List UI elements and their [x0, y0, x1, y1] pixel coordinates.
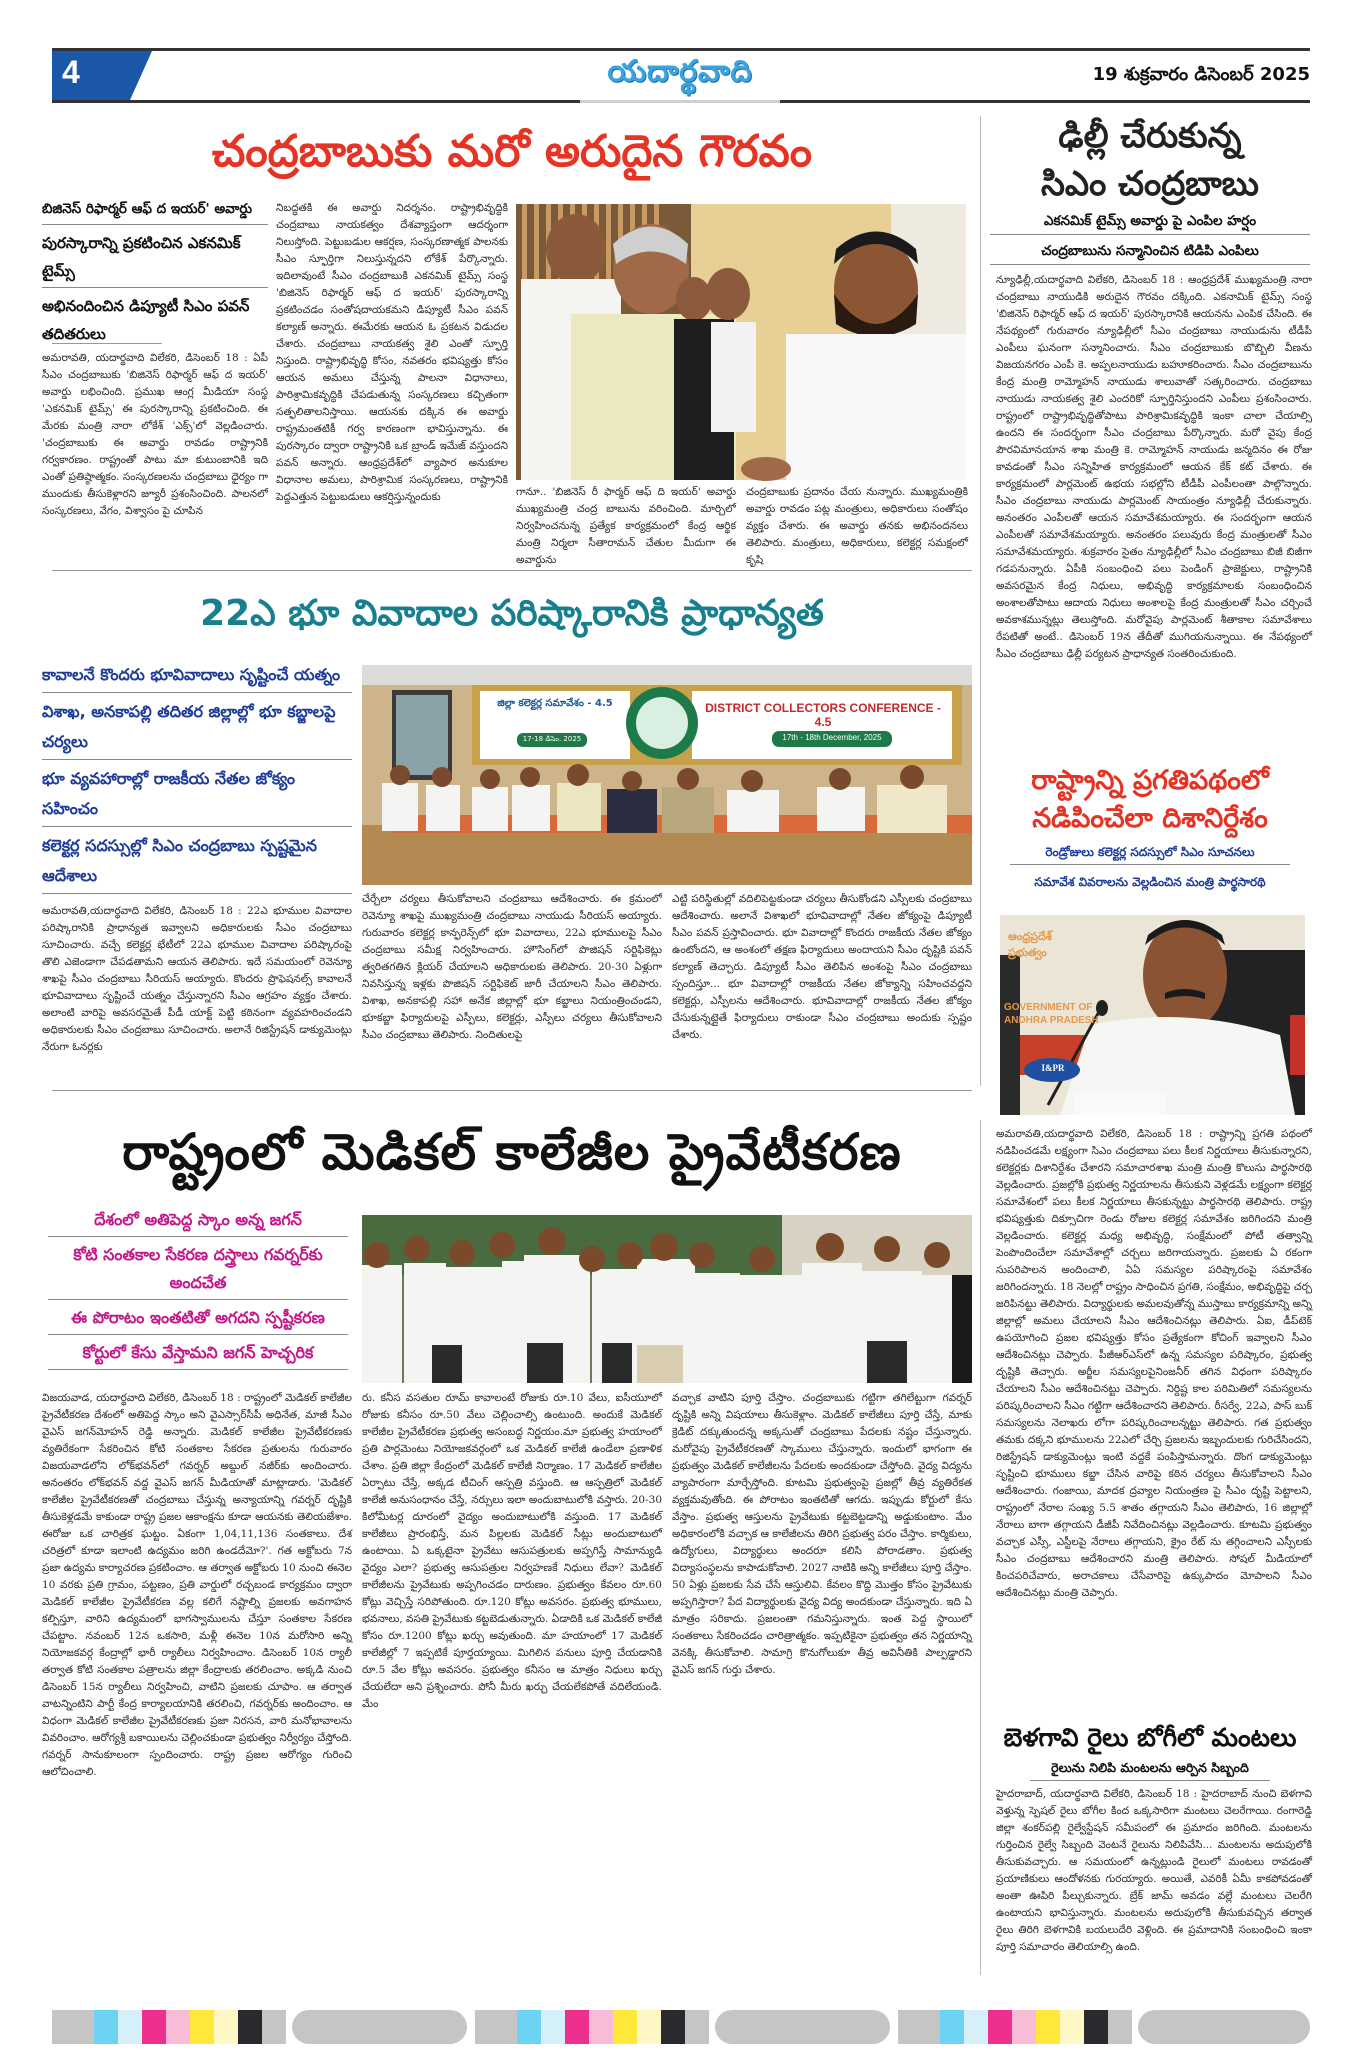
swatch	[637, 2010, 661, 2044]
story5-headline: రాష్ట్రంలో మెడికల్ కాలేజీల ప్రైవేటీకరణ	[122, 1123, 902, 1181]
logo-underline	[580, 100, 780, 103]
story6-body: హైదరాబాద్, యదార్థవాది విలేకరి, డిసెంబర్ 18 : హైదరాబాద్ నుంచి బెళగావి వెళ్తున్న స్పెషల్ రైలు బోగీల కింద ఒక్కసారిగా మంటలు చెలరేగాయి. రంగారెడ్డి జిల్లా శంకర్‌పల్లి రైల్వేస్టేషన్ సమీపంలో ఈ ప్రమాదం జరిగింది. మంటలను గుర్తించిన రైల్వే సిబ్బంది వెంటనే రైలును నిలిపివేసి... మంటలను అదుపులోకి తీసుకువచ్చారు. ఆ సమయంలో ఉన్నట్లుండి రైలులో మంటలు రావడంతో ప్రయాణికులు ఆందోళనకు గురయ్యారు. అయితే, ఎవరికీ ఏమీ కాకపోవడంతో అంతా ఊపిరి పీల్చుకున్నారు. బ్రేక్ జామ్ అవడం వల్లే మంటలు చెలరేగి ఉంటాయని భావిస్తున్నారు. మంటలను అదుపులోకి తీసుకువచ్చిన తర్వాత రైలు తిరిగి బెళగావికి బయలుదేరి వెళ్లింది. ఈ ప్రమాదానికి సంబంధించి ఇంకా పూర్తి సమాచారం తెలియాల్సి ఉంది.	[996, 1788, 1312, 1953]
swatch	[964, 2010, 988, 2044]
swatch	[517, 2010, 541, 2044]
divider	[52, 570, 972, 571]
swatch	[589, 2010, 613, 2044]
swatch	[1108, 2010, 1132, 2044]
story1-body-col1: అమరావతి, యదార్థవాది విలేకరి, డిసెంబర్ 18 : ఏపీ సీఎం చంద్రబాబుకు 'బిజినెస్ రిఫార్మర్ ఆఫ్ ద ఇయర్' అవార్డు లభించింది. ప్రముఖ ఆంగ్ల మీడియా సంస్థ 'ఎకనమిక్ టైమ్స్' ఈ పురస్కారాన్ని ప్రకటించింది. ఈ మేరకు మంత్రి నారా లోకేశ్ 'ఎక్స్'లో వెల్లడించారు. 'చంద్రబాబుకు ఈ అవార్డు రావడం రాష్ట్రానికి గర్వకారణం. రాష్ట్రంతో పాటు మా కుటుంబానికి ఇది ఎంతో ప్రతిష్ఠాత్మకం. సంస్కరణలను చంద్రబాబు ధైర్యం గా ముందుకు తీసుకెళ్లారని జ్యూరీ ప్రశంసించింది. పాలనలో సంస్కరణలు, వేగం, విశ్వాసం పై చూపిన	[42, 352, 268, 517]
story1-body-col4: చంద్రబాబుకు ప్రదానం చేయ నున్నారు. ముఖ్యమంత్రికి అవార్డు రావడం పట్ల మంత్రులు, అధికారులు సంతోషం వ్యక్తం చేశారు. ఈ అవార్డు తనకు అభినందనలు తెలిపారు. మంత్రులు, అధికారులు, కలెక్టర్ల సమక్షంలో కృషి	[746, 486, 968, 566]
swatch	[565, 2010, 589, 2044]
story3-subhead: విశాఖ, అనకాపల్లి తదితర జిల్లాల్లో భూ కబ్జాలపై చర్యలు	[42, 697, 352, 760]
swatch	[52, 2010, 94, 2044]
story5-subhead: దేశంలో అతిపెద్ద స్కాం అన్న జగన్	[48, 1206, 348, 1237]
swatch	[262, 2010, 286, 2044]
registration-pill	[292, 2010, 467, 2044]
swatch	[1036, 2010, 1060, 2044]
story1-photo	[516, 204, 966, 480]
story1-subhead: పురస్కారాన్ని ప్రకటించిన ఎకనమిక్ టైమ్స్	[42, 229, 268, 288]
story4-body: అమరావతి,యదార్థవాది విలేకరి, డిసెంబర్ 18 : రాష్ట్రాన్ని ప్రగతి పథంలో నడిపించడమే లక్ష్యంగా సిఎం చంద్రబాబు పలు కీలక నిర్ణయాలు తీసుకున్నారని, కలెక్టర్లకు దిశానిర్దేశం చేశారని సమాచారశాఖ మంత్రి మంత్రి కొలుసు పార్థసారథి వెల్లడించారు. ప్రజల్లోకి ప్రభుత్వ నిర్ణయాలను తీసుకుని వెళ్లడమే లక్ష్యంగా కలెక్టర్ల సమావేశంలో పలు కీలక నిర్ణయాలు తీసకున్నట్టు పార్థసారథి తెలిపారు. రాష్ట్ర భవిష్యత్తుకు దిక్సూచిగా రెండు రోజుల కలెక్టర్ల సమావేశం జరిగిందని మంత్రి వెల్లడించారు. కలెక్టర్ల మధ్య అభివృద్ధి, సంక్షేమంలో పోటీ తత్వాన్ని పెంపొందించేలా సమావేశాల్లో చర్చలు జరిగాయన్నారు. ప్రజలకు ఏ రకంగా సుపరిపాలన అందించాలి, ఏఏ సమస్యల పరిష్కారంపై సమావేశం జరిగిందన్నారు. 18 నెలల్లో రాష్ట్రం సాధించిన ప్రగతి, సంక్షేమం, అభివృద్ధిపై చర్చ జరిపినట్టు తెలిపారు. విద్యార్థులకు అమలవుతోన్న ముస్తాబు కార్యక్రమాన్ని అన్ని జిల్లాల్లో అమలు చేయాలని సీఎం ఆదేశించినట్లు తెలిపారు. ఏఐ, డీప్‌టెక్ ఉపయోగించి ప్రజల భవిష్యత్తు కోసం ప్రత్యేకంగా కోచింగ్ ఇవ్వాలని సీఎం ఆదేశించినట్లు చెప్పారు. పీజీఆర్ఎస్‌లో ఉన్న సమస్యల పరిష్కారం, ప్రభుత్వ దృష్టికి తెచ్చారు. అర్జీల సమస్యలపైనింజనీర్ తగిన విధంగా పరిష్కారం చేయాలని సీఎం ఆదేశించినట్టు చెప్పారు. నిర్దిష్ట కాల పరిమితిలో సమస్యలను పరిష్కరించాలని సీఎం గట్టిగా ఆదేశించారని తెలిపారు. రీసర్వే, 22ఎ, పాస్ బుక్ సమస్యలను నెలాఖరు లోగా పరిష్కరించాలన్నట్టు తెలిపారు. గత ప్రభుత్వం తమకు దక్కని భూములను 22ఎలో చేర్చి ప్రజలను ఇబ్బందులకు గురిచేసిందని, రిజిస్ట్రేషన్ డాక్యుమెంట్లు ఇంటి వద్దకే పంపిస్తామన్నారు. దొంగ డాక్యుమెంట్లు సృష్టించి భూములు కబ్జా చేసిన వారిపై కఠిన చర్యలు తీసుకోవాలని సీఎం ఆదేశించారు. గంజాయి, మాదక ద్రవ్యాల నియంత్రణ పై సీఎం దృష్టి పెట్టాలని, రాష్ట్రంలో నేరాల సంఖ్య 5.5 శాతం తగ్గాయని సీఎం తెలిపారు, 16 జిల్లాల్లో నేరాలు బాగా తగ్గాయని డీజీపీ నివేదించినట్లు వెల్లడించారు. కూటమి ప్రభుత్వం వచ్చాక ఎస్సీ, ఎస్టీలపై నేరాలు తగ్గాయని, క్రైం రేట్ ను తగ్గించాలని ఎస్పీలకు సీఎం చంద్రబాబు ఆదేశించారని మంత్రి తెలిపారు. సోషల్ మీడియాలో కించపరిచేవారు, అరాచకాలు చేసేవారిపై ఉక్కుపాదం మోపాలని సీఎం ఆదేశించినట్లు మంత్రి చెప్పారు.	[996, 1128, 1312, 1599]
story4-subhead: సమావేశ వివరాలను వెల్లడించిన మంత్రి పార్థసారథి	[1034, 875, 1266, 889]
color-registration-bar	[898, 2010, 1310, 2044]
story2-headline-line1: ఢిల్లీ చేరుకున్న	[1058, 116, 1242, 156]
story2-subhead: చంద్రబాబును సన్మానించిన టిడిపి ఎంపిలు	[990, 238, 1310, 265]
story5-subheads	[48, 1206, 348, 1374]
swatch	[940, 2010, 964, 2044]
registration-pill	[1138, 2010, 1310, 2044]
story3-body-col3: ఎట్టి పరిస్థితుల్లో వదిలిపెట్టకుండా చర్యలు తీసుకోండని ఎస్పీలకు చంద్రబాబు ఆదేశించారు. అలానే విశాఖలో భూవివాదాల్లో నేతల జోక్యంపై డిప్యూటీ సీఎం పవన్ ప్రస్తావించారు. భూ వివాదాల్లో కొందరు రాజకీయ నేతల జోక్యం ఉంటోందని, ఆ అంశంలో తక్షణ ఫిర్యాదులు అందాయని సీఎం దృష్టికి పవన్ కల్యాణ్ తెచ్చారు. డిప్యూటీ సీఎం తెలిపిన అంశంపై సీఎం చంద్రబాబు స్పందిస్తూ... భూ వివాదాల్లో రాజకీయ నేతల జోక్యాన్ని సహించవద్దని కలెక్టర్లు, ఎస్పీలను ఆదేశించారు. భూవివాదాల్లో రాజకీయ నేతల జోక్యం చేసుకున్నట్లైతే ఫిర్యాదులు రాకుండా సీఎం చంద్రబాబు అందుకు స్పష్టం చేశారు.	[672, 893, 972, 1041]
story2-body: న్యూఢిల్లీ,యదార్థవాది విలేకరి, డిసెంబర్ 18 : ఆంధ్రప్రదేశ్ ముఖ్యమంత్రి నారా చంద్రబాబు నాయుడికి అరుదైన గౌరవం దక్కింది. ఎకనామిక్ టైమ్స్ సంస్థ 'బిజినెస్ రిఫార్మర్ ఆఫ్ ద ఇయర్' పురస్కారానికి ఆయనను ఎంపిక చేసింది. ఈ నేపథ్యంలో గురువారం న్యూఢిల్లీలో సీఎం చంద్రబాబు నాయుడును టీడీపీ ఎంపీలు ఘనంగా సన్మానించారు. సీఎం చంద్రబాబుకు బొబ్బిలి వీణను విజయనగరం ఎంపీ కె. అప్పలనాయుడు బహూకరించారు. సీఎం చంద్రబాబును కేంద్ర మంత్రి రామ్మోహన్ నాయుడు శాలువాతో సత్కరించారు. చంద్రబాబు నాయుడు నాయకత్వ శైలి ఎందరికో స్ఫూర్తినిస్తుందని ఎంపీలు ప్రశంసించారు. రాష్ట్రంలో రాష్ట్రాభివృద్ధితోపాటు పారిశ్రామికవృద్ధికి ఇంకా చాలా చేయాల్సి ఉందని ఈ సందర్భంగా సీఎం చంద్రబాబు పేర్కొన్నారు. మరో వైపు కేంద్ర పౌరవిమానయాన శాఖ మంత్రి కె. రామ్మోహన్ నాయుడు జన్మదినం ఈ రోజు కావడంతో సీఎం సన్నిహిత కార్యక్రమంలో ఆయన కేక్ కట్ చేశారు. ఈ కార్యక్రమంలో పార్లమెంట్ ఉభయ సభల్లోని టీడీపీ ఎంపీలంతా పాల్గొన్నారు. సీఎం చంద్రబాబు నాయుడు పార్లమెంట్ సాయంత్రం న్యూఢిల్లీ చేరుకున్నారు. అనంతరం ఎంపీలతో ఆయన సమావేశమయ్యారు. ఈ సందర్భంగా ఆయన ఎంపీలతో సమావేశమయ్యారు. అనంతరం పలువురు కేంద్ర మంత్రులతో సీఎం సమావేశమయ్యారు. శుక్రవారం సైతం న్యూఢిల్లీలో సీఎం చంద్రబాబు బిజీ బిజీగా గడపనున్నారు. ఏపీకి సంబంధించి పలు పెండింగ్ ప్రాజెక్టులు, రాష్ట్రానికి అవసరమైన కేంద్ర నిధులు, అభివృద్ధి కార్యక్రమాలకు సంబంధించిన అంశాలతోపాటు ఆదాయ నిధులు అంశాలపై కేంద్ర మంత్రులతో సీఎం చర్చించే అవకాశమున్నట్లు తెలుస్తోంది. మరోవైపు పార్లమెంట్ శీతాకాల సమావేశాలు రేపటితో అంటే.. డిసెంబర్ 19న తేదీతో ముగియనున్నాయి. ఈ నేపథ్యంలో సీఎం చంద్రబాబు ఢిల్లీ పర్యటన ప్రాధాన్యత సంతరించుకుంది.	[996, 274, 1312, 660]
story4-subhead: రెండ్రోజులు కలెక్టర్ల సదస్సులో సిఎం సూచనలు	[1010, 840, 1290, 865]
color-registration-bar	[475, 2010, 890, 2044]
swatch	[118, 2010, 142, 2044]
swatch	[988, 2010, 1012, 2044]
swatch	[142, 2010, 166, 2044]
story1-body-col3: గానూ.. 'బిజినెస్ రీ ఫార్మర్ ఆఫ్ ది ఇయర్' అవార్డు ముఖ్యమంత్రి చంద్ర బాబును వరించింది. మార్చిలో నిర్వహించనున్న ప్రత్యేక కార్యక్రమంలో కేంద్ర ఆర్థిక మంత్రి నిర్మలా సీతారామన్ చేతుల మీదుగా ఈ అవార్డును	[516, 486, 736, 566]
photo-backdrop-telugu: ఆంధ్రప్రదేశ్ ప్రభుత్వం	[1008, 930, 1052, 959]
banner-date-telugu: 17-18 డిసెం. 2025	[522, 735, 582, 743]
swatch	[898, 2010, 940, 2044]
story6-headline: బెళగావి రైలు బోగీలో మంటలు	[1003, 1723, 1297, 1752]
story1-subheads	[42, 196, 268, 348]
story4-headline-line2: నడిపించేలా దిశానిర్దేశం	[1032, 803, 1268, 834]
story1-subhead: బిజినెస్ రిఫార్మర్ ఆఫ్ ద ఇయర్' అవార్డు	[42, 196, 268, 225]
swatch	[541, 2010, 565, 2044]
story3-subhead: కావాలనే కొందరు భూవివాదాలు సృష్టించే యత్నం	[42, 660, 352, 693]
story3-headline: 22ఎ భూ వివాదాల పరిష్కారానికి ప్రాధాన్యత	[200, 593, 824, 634]
color-registration-bar	[52, 2010, 467, 2044]
column-divider	[980, 116, 981, 1086]
banner-text-english: DISTRICT COLLECTORS CONFERENCE - 4.5	[705, 701, 941, 729]
story3-subhead: కలెక్టర్ల సదస్సుల్లో సిఎం చంద్రబాబు స్పష్టమైన ఆదేశాలు	[42, 831, 352, 894]
story1-headline: చంద్రబాబుకు మరో అరుదైన గౌరవం	[211, 126, 813, 177]
story3-body-col1: అమరావతి,యదార్థవాది విలేకరి, డిసెంబర్ 18 : 22ఎ భూముల వివాదాల పరిష్కారానికి ప్రాధాన్యత ఇవ్వాలని అధికారులకు సీఎం చంద్రబాబు సూచించారు. వచ్చే కలెక్టర్ల భేటీలో 22ఎ భూముల వివాదాల పరిష్కారంపై తొలి ఎజెండాగా చేపడతామని ఆయన తెలిపారు. ఇదే సమయంలో రెవెన్యూ శాఖపై సీఎం చంద్రబాబు సీరియస్ అయ్యారు. కొందరు ప్రొఫెషనల్స్ కావాలనే భూవివాదాలు సృష్టించే యత్నం చేస్తున్నారని సీఎం ఆగ్రహం వ్యక్తం చేశారు. అలాంటి వారిపై అవసరమైతే పీడీ యాక్ట్ పెట్టి కఠినంగా వ్యవహరించండని అధికారులకు సీఎం చంద్రబాబు సూచించారు. అలానే రిజిస్ట్రేషన్ డాక్యుమెంట్లు నేరుగా ఓనర్లకు	[42, 905, 352, 1053]
divider	[52, 343, 162, 344]
swatch	[238, 2010, 262, 2044]
swatch	[214, 2010, 238, 2044]
divider	[52, 1090, 972, 1091]
swatch	[661, 2010, 685, 2044]
story5-body-col2: రు. కనీస వసతుల రూమ్ కావాలంటే రోజుకు రూ.10 వేలు, ఐసీయూలో రోజుకు కనీసం రూ.50 వేలు చెల్లించాల్సి ఉంటుంది. అందుకే మెడికల్ కాలేజీల ప్రైవేటీకరణ ప్రభుత్వ అసంబద్ధ నిర్ణయం.మా ప్రభుత్వ హయాంలో ప్రతి పార్లమెంటు నియోజకవర్గంలో ఒక మెడికల్ కాలేజీ ఉండేలా ప్రణాళిక చేశాం. ప్రతి జిల్లా కేంద్రంలో మెడికల్ కాలేజీ నిర్మాణం. 17 మెడికల్ కాలేజీల ఏర్పాటు చేస్తే, అక్కడ టీచింగ్ ఆస్పత్రి వస్తుంది. ఆ ఆస్పత్రిలో మెడికల్ కాలేజీ అనుసంధానం చేస్తే, నర్సులు ఇలా అందుబాటులోకి వస్తారు. 20-30 కిలోమీటర్ల దూరంలో వైద్యం అందుబాటులోకి వస్తుంది. 17 మెడికల్ కాలేజీలు ప్రారంభిస్తే, మన పిల్లలకు మెడికల్ సీట్లు అందుబాటులో ఉంటాయి. ఏ ఒక్కటైనా ప్రైవేటు ఆసుపత్రులకు అప్పగిస్తే సామాన్యుడి వైద్యం ఎలా? ప్రభుత్వ ఆసుపత్రుల నిర్వహణకే నిధులు లేవా? మెడికల్ కాలేజీలను ప్రైవేటుకు అప్పగించడం దారుణం. ప్రభుత్వం కేవలం రూ.60 కోట్లు వెచ్చిస్తే సరిపోతుంది. రూ.120 కోట్లు అవసరం. ప్రభుత్వ భూములు, భవనాలు, వసతి ప్రైవేటుకు కట్టబెడుతున్నారు. ఏడాదికి ఒక మెడికల్ కాలేజీ కోసం రూ.1200 కోట్లు ఖర్చు అవుతుంది. మా హయాంలో 17 మెడికల్ కాలేజీల్లో 7 ఇప్పటికే పూర్తయ్యాయి. మిగిలిన పనులు పూర్తి చేయడానికి రూ.5 వేల కోట్లు అవసరం. ప్రభుత్వం కనీసం ఆ మాత్రం నిధులు ఖర్చు చేయలేదా అని ప్రశ్నించారు. పోనీ మీరు ఖర్చు చేయలేకపోతే వదిలేయండి. మేం	[362, 1392, 662, 1710]
dateline: 19 శుక్రవారం డిసెంబర్ 2025	[1092, 64, 1310, 85]
story3-subhead: భూ వ్యవహారాల్లో రాజకీయ నేతల జోక్యం సహించం	[42, 764, 352, 827]
column-divider	[980, 1120, 981, 1975]
swatch	[190, 2010, 214, 2044]
masthead-top-rule	[52, 48, 1310, 51]
ipr-badge: I&PR	[1041, 1063, 1065, 1073]
story5-body-col3: వచ్చాక వాటిని పూర్తి చేస్తాం. చంద్రబాబుకు గట్టిగా తగిలేట్టుగా గవర్నర్ దృష్టికి అన్ని విషయాలు తీసుకెళ్లాం. మెడికల్ కాలేజీలు పూర్తి చేస్తే, మాకు క్రెడిట్ దక్కుతుందన్న అక్కసుతో చంద్రబాబు పేదలకు నష్టం చేస్తున్నారు. మరోవైపు ప్రైవేటీకరణతో స్కాములు చేస్తున్నారు. ఇందులో భాగంగా ఈ ప్రభుత్వం మెడికల్ కాలేజీలను పేదలకు అందకుండా చేస్తోంది. వైద్య విద్యను వ్యాపారంగా మార్చేస్తోంది. కూటమి ప్రభుత్వంపై ప్రజల్లో తీవ్ర వ్యతిరేకత వ్యక్తమవుతోంది. ఈ పోరాటం ఇంతటితో ఆగదు. ఇప్పుడు కోర్టులో కేసు వేస్తాం. ప్రభుత్వ ఆస్తులను ప్రైవేటుకు కట్టబెట్టడాన్ని అడ్డుకుంటాం. మేం అధికారంలోకి వచ్చాక ఆ కాలేజీలను తిరిగి ప్రభుత్వ పరం చేస్తాం. కార్మికులు, ఉద్యోగులు, విద్యార్థులు అందరూ కలిసి పోరాడతాం. ప్రభుత్వ విద్యాసంస్థలను కాపాడుకోవాలి. 2027 నాటికి అన్ని కాలేజీలు పూర్తి చేస్తాం. 50 ఏళ్లు ప్రజలకు సేవ చేసే ఆస్తులివి. కేవలం కొద్ది మొత్తం కోసం ప్రైవేటుకు అప్పగిస్తారా? పేద విద్యార్థులకు వైద్య విద్య అందకుండా చేస్తున్నారు. ఇది ఏ మాత్రం సరికాదు. ప్రజలంతా గమనిస్తున్నారు. ఇంత పెద్ద స్థాయిలో సంతకాలు సేకరించడం చారిత్రాత్మకం. ఇప్పటికైనా ప్రభుత్వం తన నిర్ణయాన్ని వెనక్కి తీసుకోవాలి. సామాగ్రి కొనుగోలుకూ తీవ్ర అవినీతికి పాల్పడ్డారని వైఎస్ జగన్ గుర్తు చేశారు.	[672, 1392, 972, 1676]
story5-body-col1: విజయవాడ, యదార్థవాది విలేకరి, డిసెంబర్ 18 : రాష్ట్రంలో మెడికల్ కాలేజీల ప్రైవేటీకరణ దేశంలో అతిపెద్ద స్కాం అని వైఎస్సార్‌సీపీ అధినేత, మాజీ సీఎం వైఎస్ జగన్‌మోహన్ రెడ్డి అన్నారు. మెడికల్ కాలేజీల ప్రైవేటీకరణకు వ్యతిరేకంగా సేకరించిన కోటి సంతకాల సేకరణ ప్రతులను గురువారం విజయవాడలోని లోక్‌భవన్‌లో గవర్నర్ అబ్దుల్ నజీర్‌కు అందించారు. అనంతరం లోక్‌భవన్ వద్ద వైఎస్ జగన్ మీడియాతో మాట్లాడారు. 'మెడికల్ కాలేజీల ప్రైవేటీకరణతో చంద్రబాబు చేస్తున్న అన్యాయాన్ని గవర్నర్ దృష్టికి తీసుకెళ్లడమే కాకుండా రాష్ట్ర ప్రజల ఆకాంక్షను కూడా ఆయనకు తెలియజేశాం. ఈరోజు ఒక చారిత్రక ఘట్టం. ఏకంగా 1,04,11,136 సంతకాలు. దేశ చరిత్రలో కూడా ఇలాంటి ఉద్యమం జరిగి ఉండదేమో?'. గత అక్టోబరు 7న ప్రజా ఉద్యమ కార్యాచరణ ప్రకటించాం. ఆ తర్వాత అక్టోబరు 10 నుంచి ఈనెల 10 వరకు ప్రతి గ్రామం, పట్టణం, ప్రతి వార్డులో రచ్చబండ కార్యక్రమం ద్వారా మెడికల్ కాలేజీల ప్రైవేటీకరణ వల్ల కలిగే నష్టాల్ని ప్రజలకు అవగాహన కల్పిస్తూ, వారిని ఉద్యమంలో భాగస్వాములను చేస్తూ సంతకాల సేకరణ చేపట్టాం. నవంబర్ 12న ఒకసారి, మళ్లీ ఈనెల 10న మరోసారి అన్ని నియోజకవర్గ కేంద్రాల్లో భారీ ర్యాలీలు నిర్వహించాం. డిసెంబర్ 10న ర్యాలీ తర్వాత కోటి సంతకాల పత్రాలను జిల్లా కేంద్రాలకు తరలించాం. అక్కడి నుంచి డిసెంబర్ 15న ర్యాలీలు నిర్వహించి, వాటిని ప్రజలకు చూపాం. ఆ తర్వాత వాటన్నింటిని పార్టీ కేంద్ర కార్యాలయానికి తరలించి, గవర్నర్‌కు అందించాం. ఆ విధంగా మెడికల్ కాలేజీల ప్రైవేటీకరణకు ప్రజా నిరసన, వారి మనోభావాలను వివరించాం. ఆరోగ్యశ్రీ బకాయిలను చెల్లించకుండా ప్రభుత్వం నిర్వీర్యం చేస్తోంది. గవర్నర్ సానుకూలంగా స్పందించారు. రాష్ట్ర ప్రజల ఆరోగ్యం గురించి ఆలోచించాలి.	[42, 1392, 352, 1778]
story3-body-col2: చేర్చేలా చర్యలు తీసుకోవాలని చంద్రబాబు ఆదేశించారు. ఈ క్రమంలో రెవెన్యూ శాఖపై ముఖ్యమంత్రి చంద్రబాబు నాయుడు సీరియస్ అయ్యారు. గురువారం కలెక్టర్ల కాన్ఫరెన్స్‌లో భూ వివాదాలు, 22ఎ భూములపై సీఎం చంద్రబాబు సమీక్ష నిర్వహించారు. హౌసింగ్‌లో పొజిషన్ సర్టిఫికెట్లు త్వరితగతిన క్లియర్ చేయాలని అధికారులకు తెలిపారు. 20-30 ఏళ్లుగా నివసిస్తున్న ఇళ్లకు పొజిషన్ సర్టిఫికెట్ జారీ చేయాలని సీఎం తెలిపారు. విశాఖ, అనకాపల్లి సహా అనేక జిల్లాల్లో భూ కబ్జాలు నియంత్రించండని, భూకబ్జా ఫిర్యాదులపై ఎస్పీలు, కలెక్టర్లు, ఎస్పీలు చర్యలు తీసుకోవాలని సీఎం చంద్రబాబు తెలిపారు. నిందితులపై	[362, 893, 662, 1041]
swatch	[94, 2010, 118, 2044]
story3-photo	[362, 665, 972, 885]
story2-headline-line2: సిఎం చంద్రబాబు	[1041, 164, 1259, 204]
story6-subhead: రైలును నిలిపి మంటలను ఆర్పిన సిబ్బంది	[1030, 1756, 1270, 1781]
page-number: 4	[62, 54, 80, 90]
banner-date-english: 17th - 18th December, 2025	[782, 733, 882, 742]
swatch	[166, 2010, 190, 2044]
swatch	[1084, 2010, 1108, 2044]
story3-subheads	[42, 660, 352, 898]
story4-photo	[1000, 915, 1305, 1115]
swatch	[1060, 2010, 1084, 2044]
story5-subhead: కోటి సంతకాల సేకరణ దస్త్రాలు గవర్నర్‌కు అందచేత	[48, 1241, 348, 1300]
story5-subhead: కోర్టులో కేసు వేస్తామని జగన్ హెచ్చరిక	[48, 1339, 348, 1370]
swatch	[613, 2010, 637, 2044]
story4-headline-line1: రాష్ట్రాన్ని ప్రగతిపథంలో	[1031, 765, 1269, 796]
story5-subhead: ఈ పోరాటం ఇంతటితో అగదని స్పష్టీకరణ	[48, 1304, 348, 1335]
registration-pill	[715, 2010, 890, 2044]
swatch	[685, 2010, 709, 2044]
newspaper-logo: యదార్థవాది	[607, 54, 753, 89]
story5-photo	[362, 1215, 972, 1383]
story1-subhead: అభినందించిన డిప్యూటీ సిఎం పవన్ తదితరులు	[42, 297, 250, 343]
photo-backdrop-english: GOVERNMENT OF ANDHRA PRADESH	[1004, 1002, 1099, 1026]
swatch	[1012, 2010, 1036, 2044]
swatch	[475, 2010, 517, 2044]
story2-subhead: ఎకనమిక్ టైమ్స్ అవార్డు పై ఎంపిల హర్షం	[990, 208, 1310, 235]
banner-text-telugu: జిల్లా కలెక్టర్ల సమావేశం - 4.5	[497, 698, 613, 709]
story1-body-col2: నిబద్ధతకి ఈ అవార్డు నిదర్శనం. రాష్ట్రాభివృద్ధికి చంద్రబాబు నాయకత్వం దేశవ్యాప్తంగా ఆదర్శంగా నిలుస్తోంది. పెట్టుబడుల ఆకర్షణ, సంస్కరణాత్మక పాలనకు సీఎం స్ఫూర్తిగా నిలుస్తున్నదని లోకేశ్ పేర్కొన్నారు. ఇదిలావుంటే సీఎం చంద్రబాబుకి ఎకనమిక్ టైమ్స్ సంస్థ 'బిజినెస్ రిఫార్మర్ ఆఫ్ ద ఇయర్' పురస్కారాన్ని ప్రకటించడం సంతోషదాయకమని డిప్యూటీ సీఎం పవన్ కల్యాణ్ అన్నారు. ఈమేరకు ఆయన ఓ ప్రకటన విడుదల చేశారు. చంద్రబాబు నాయకత్వ శైలి ఎంతో స్ఫూర్తి నిస్తుంది. రాష్ట్రాభివృద్ధి కోసం, నవతరం భవిష్యత్తు కోసం ఆయన అమలు చేస్తున్న పాలనా విధానాలు, పారిశ్రామికవృద్ధికి చేపడుతున్న సంస్కరణలు కచ్చితంగా సత్ఫలితాలనిస్తాయి. ఆయనకు దక్కిన ఈ అవార్డు రాష్ట్రమంతటికీ గర్వ కారణంగా భావిస్తున్నాను. ఈ పురస్కారం ద్వారా రాష్ట్రానికి ఒక బ్రాండ్ ఇమేజ్ వస్తుందని పవన్ అన్నారు. ఆంధ్రప్రదేశ్‌లో వ్యాపార అనుకూల విధానాల అమలు, పారిశ్రామిక సంస్కరణలు, రాష్ట్రానికి పెద్దఎత్తున పెట్టుబడులు ఆకర్షిస్తున్నందుకు	[276, 202, 508, 503]
